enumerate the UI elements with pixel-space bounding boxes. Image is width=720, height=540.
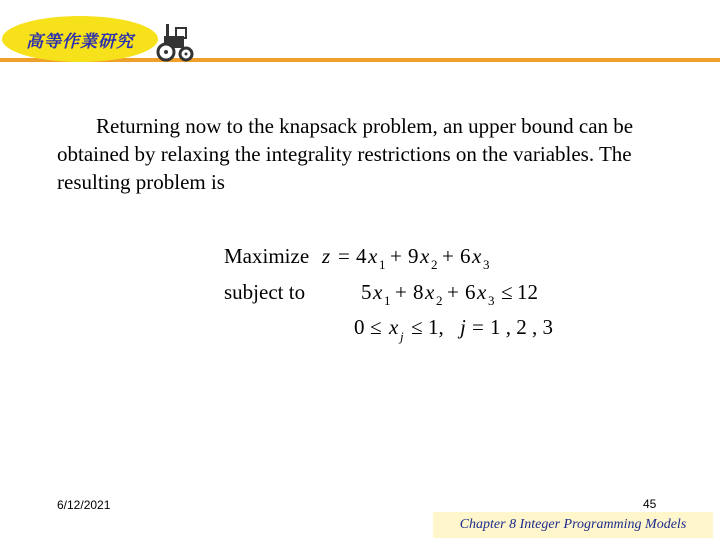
constraint-coef-1: 5 <box>361 280 372 304</box>
objective-coef-1: 4 <box>356 244 367 268</box>
constraint-plus-2: + <box>447 280 459 304</box>
objective-label: Maximize <box>224 244 310 268</box>
objective-sub-3: 3 <box>483 257 490 272</box>
objective-var-3: x <box>472 244 482 268</box>
constraint-label: subject to <box>224 280 306 304</box>
bound-sub: j <box>400 329 404 344</box>
index-equals: = <box>472 315 484 339</box>
constraint-sub-1: 1 <box>384 293 391 308</box>
objective-var-2: x <box>420 244 430 268</box>
constraint-leq: ≤ <box>501 280 513 304</box>
constraint-var-1: x <box>373 280 383 304</box>
logo-text: 高等作業研究 <box>26 31 134 52</box>
objective-lhs: z <box>322 244 331 268</box>
constraint-coef-2: 8 <box>413 280 424 304</box>
objective-coef-2: 9 <box>408 244 419 268</box>
constraint-plus-1: + <box>395 280 407 304</box>
objective-sub-2: 2 <box>431 257 438 272</box>
objective-plus-2: + <box>442 244 454 268</box>
chapter-footer <box>433 512 713 538</box>
constraint-coef-3: 6 <box>465 280 476 304</box>
constraint-rhs: 12 <box>517 280 538 304</box>
page-number: 45 <box>643 497 657 511</box>
paragraph-text: Returning now to the knapsack problem, an upper bound can be obtained by relaxing the integrality restrictions on the variables. The resulting problem is <box>57 114 634 194</box>
bound-upper: 1, <box>428 315 444 339</box>
constraint-sub-3: 3 <box>488 293 495 308</box>
footer-date: 6/12/2021 <box>57 498 111 512</box>
lp-formula <box>218 240 578 350</box>
constraint-sub-2: 2 <box>436 293 443 308</box>
chapter-title: Chapter 8 Integer Programming Models <box>459 517 687 532</box>
constraint-var-2: x <box>425 280 435 304</box>
bound-lower: 0 <box>354 315 365 339</box>
objective-sub-1: 1 <box>379 257 386 272</box>
bound-leq-1: ≤ <box>370 315 382 339</box>
tractor-icon <box>150 22 196 62</box>
course-logo <box>2 16 158 62</box>
index-values: 1 , 2 , 3 <box>490 315 553 339</box>
bound-var: x <box>389 315 399 339</box>
constraint-var-3: x <box>477 280 487 304</box>
bound-leq-2: ≤ <box>411 315 423 339</box>
objective-plus-1: + <box>390 244 402 268</box>
objective-equals: = <box>338 244 350 268</box>
objective-var-1: x <box>368 244 378 268</box>
objective-coef-3: 6 <box>460 244 471 268</box>
body-paragraph <box>57 112 657 196</box>
index-var: j <box>460 315 466 339</box>
